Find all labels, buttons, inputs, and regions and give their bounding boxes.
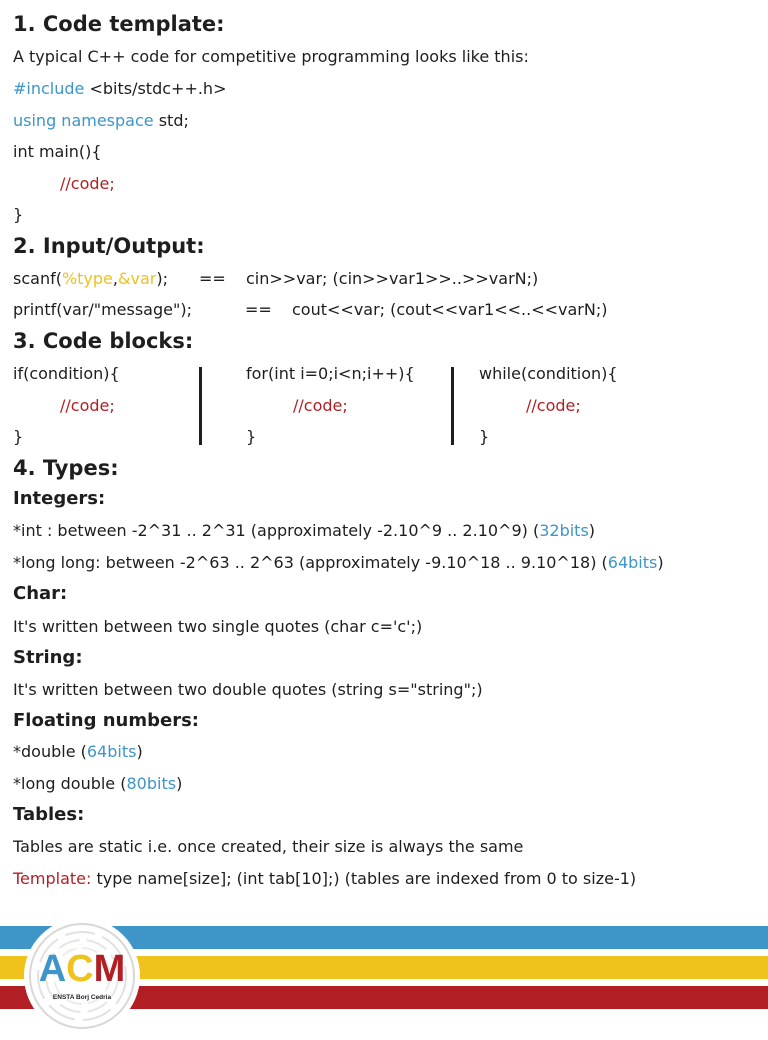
long-long-bits: 64bits [607,553,658,572]
while-block-head: while(condition){ [479,364,618,383]
long-long-line [13,552,664,574]
char-text: It's written between two single quotes (char c='c';) [13,617,423,636]
cin-text: cin>>var; (cin>>var1>>..>>varN;) [246,269,539,288]
scanf-var: &var [118,269,157,288]
scanf-line [13,268,168,290]
cout-text: cout<<var; (cout<<var1<<..<<varN;) [292,300,608,319]
int-end: ) [588,521,596,540]
integers-title: Integers: [13,488,106,509]
column-divider [199,367,202,445]
scanf-type: %type [61,269,113,288]
int-line [13,520,595,542]
acm-logo [22,916,142,1036]
section-3-title: 3. Code blocks: [13,329,194,353]
tables-text: Tables are static i.e. once created, their size is always the same [13,837,524,856]
string-text: It's written between two double quotes (string s="string";) [13,680,483,699]
include-line [13,78,226,100]
double-bits: 64bits [86,742,137,761]
string-title: String: [13,647,83,668]
main-line: int main(){ [13,142,102,161]
intro-text: A typical C++ code for competitive programming looks like this: [13,47,529,66]
section-4-title: 4. Types: [13,456,119,480]
template-text: type name[size]; (int tab[10];) (tables are indexed from 0 to size-1) [91,869,637,888]
if-block-head: if(condition){ [13,364,120,383]
for-block-close: } [246,427,257,446]
long-double-line [13,773,182,795]
using-rest: std; [153,111,189,130]
if-block-body: //code; [60,396,115,415]
using-keyword: using namespace [13,111,154,130]
double-line [13,741,143,763]
template-label: Template: [13,869,92,888]
double-label: *double ( [13,742,87,761]
for-block-body: //code; [293,396,348,415]
double-end: ) [136,742,143,761]
while-block-close: } [479,427,490,446]
section-2-title: 2. Input/Output: [13,234,205,258]
long-double-bits: 80bits [126,774,177,793]
section-1-title: 1. Code template: [13,12,225,36]
scanf-comma: , [112,269,118,288]
logo-subtitle: ENSTA Borj Cedria [52,994,112,1001]
scanf-end: ); [156,269,168,288]
template-line [13,868,636,890]
int-range: *int : between -2^31 .. 2^31 (approximately -2.10^9 .. 2.10^9) ( [13,521,540,540]
code-comment: //code; [60,174,115,193]
logo-letters: ACM [38,948,126,990]
tables-title: Tables: [13,804,85,825]
printf-line: printf(var/"message"); [13,300,192,319]
long-long-end: ) [657,553,664,572]
closing-brace: } [13,205,24,224]
include-keyword: #include [13,79,85,98]
long-double-end: ) [176,774,183,793]
using-line [13,110,189,132]
char-title: Char: [13,583,68,604]
equals-sign-scanf: == [199,269,226,288]
if-block-close: } [13,427,24,446]
include-header: <bits/stdc++.h> [84,79,227,98]
column-divider [451,367,454,445]
acm-logo-mark [22,916,142,1036]
long-double-label: *long double ( [13,774,127,793]
while-block-body: //code; [526,396,581,415]
for-block-head: for(int i=0;i<n;i++){ [246,364,415,383]
equals-sign-printf: == [245,300,272,319]
floating-numbers-title: Floating numbers: [13,710,199,731]
int-bits: 32bits [539,521,589,540]
long-long-range: *long long: between -2^63 .. 2^63 (approximately -9.10^18 .. 9.10^18) ( [13,553,608,572]
scanf-call: scanf( [13,269,62,288]
